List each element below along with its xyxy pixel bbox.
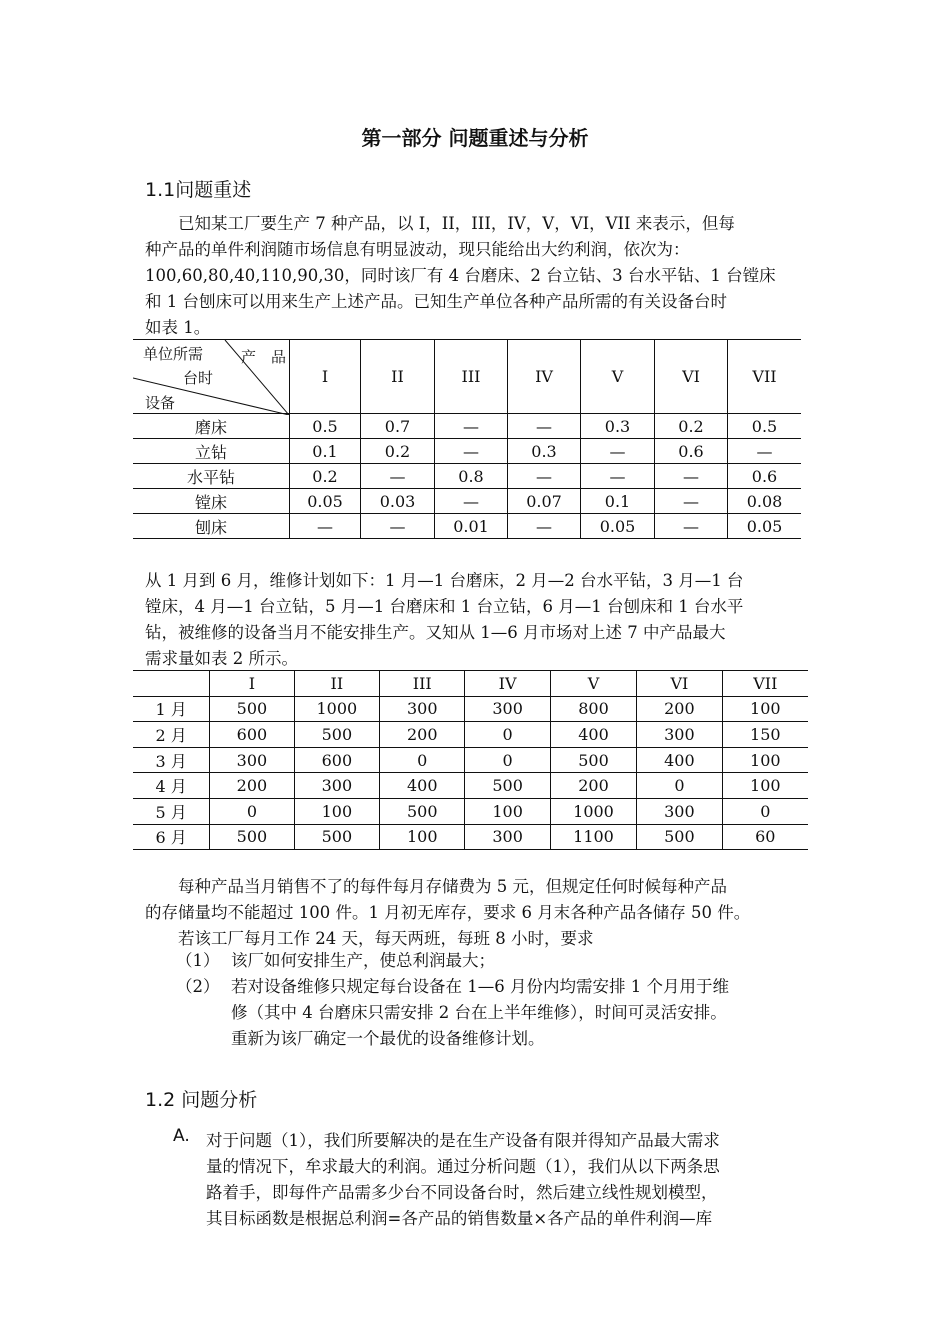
requirement-item [176,974,816,1052]
table1-row-label: 镗床 [133,489,290,514]
problem-statement-line: 如表 1。 [145,318,211,337]
table1-row-label: 立钻 [133,439,290,464]
problem-statement-line: 种产品的单件利润随市场信息有明显波动，现只能给出大约利润，依次为： [145,240,690,259]
table2-col-header: VII [722,671,808,697]
table1-col-header: VI [655,340,728,414]
table1-cell: — [361,514,435,539]
table2-cell: 300 [465,824,550,850]
problem-statement-line: 已知某工厂要生产 7 种产品，以 I，II，III，IV，V，VI，VII 来表示，但每 [145,214,735,233]
maintenance-plan-paragraph [145,568,815,672]
table1-row [133,514,801,539]
table1-cell: 0.07 [508,489,581,514]
maintenance-plan-line: 镗床，4 月—1 台立钻，5 月—1 台磨床和 1 台立钻，6 月—1 台刨床和 1 台水平 [145,597,744,616]
table2-row-label: 4 月 [133,773,210,799]
table2-header-row [133,671,808,697]
table2-cell: 100 [722,696,808,722]
requirement-line: 该厂如何安排生产，使总利润最大； [231,951,495,970]
requirement-number: （1） [176,951,220,970]
table2-cell: 500 [380,798,465,824]
table1-row-label: 磨床 [133,414,290,439]
table2-cell: 0 [465,747,550,773]
table1-cell: 0.05 [581,514,655,539]
table2-row [133,773,808,799]
table1-cell: — [655,514,728,539]
requirement-line: 若对设备维修只规定每台设备在 1—6 月份内均需安排 1 个月用于维 [231,977,729,996]
table2-cell: 500 [465,773,550,799]
table1-cell: 0.5 [728,414,802,439]
table1-cell: 0.1 [581,489,655,514]
table1-cell: 0.3 [581,414,655,439]
max-demand-table [133,670,808,850]
table2-cell: 1000 [294,696,379,722]
table1-cell: 0.5 [290,414,361,439]
equipment-hours-table [133,339,801,539]
requirement-number: （2） [176,977,220,996]
table1-col-header: VII [728,340,802,414]
table1-cell: 0.6 [728,464,802,489]
table2-col-header: IV [465,671,550,697]
analysis-line: 对于问题（1），我们所要解决的是在生产设备有限并得知产品最大需求 [206,1131,720,1150]
table2-cell: 100 [722,773,808,799]
table1-cell: 0.8 [435,464,508,489]
table2-cell: 500 [550,747,636,773]
table1-cell: 0.05 [728,514,802,539]
table2-col-header: V [550,671,636,697]
analysis-line: 量的情况下，牟求最大的利润。通过分析问题（1），我们从以下两条思 [206,1157,720,1176]
table1-cell: — [655,489,728,514]
page-title: 第一部分 问题重述与分析 [361,126,589,150]
table1-cell: — [435,439,508,464]
table2-row-label: 6 月 [133,824,210,850]
table2-cell: 800 [550,696,636,722]
table1-cell: 0.03 [361,489,435,514]
table2-cell: 400 [380,773,465,799]
analysis-line: 路着手，即每件产品需多少台不同设备台时，然后建立线性规划模型， [206,1183,718,1202]
corner-label-product: 产 品 [241,348,287,366]
table1-row-label: 水平钻 [133,464,290,489]
table1-cell: 0.01 [435,514,508,539]
corner-label-hours: 台时 [183,369,214,387]
table2-cell: 0 [637,773,722,799]
table2-row-label: 1 月 [133,696,210,722]
table1-cell: 0.05 [290,489,361,514]
table1-cell: — [290,514,361,539]
requirement-text [231,948,495,974]
table2-cell: 60 [722,824,808,850]
requirement-item [176,948,816,974]
storage-paragraph [145,874,815,952]
table1-cell: — [435,489,508,514]
table2-cell: 200 [210,773,294,799]
table1-col-header: V [581,340,655,414]
table1-corner-cell [133,340,290,414]
table2-cell: 200 [550,773,636,799]
table1-cell: — [655,464,728,489]
table2-cell: 400 [550,722,636,748]
table1-cell: 0.2 [655,414,728,439]
requirement-text [231,974,729,1052]
table2-cell: 100 [465,798,550,824]
table1-cell: 0.2 [361,439,435,464]
section-heading-1-2: 1.2 问题分析 [145,1089,258,1111]
table2-col-header: II [294,671,379,697]
maintenance-plan-line: 从 1 月到 6 月，维修计划如下：1 月—1 台磨床，2 月—2 台水平钻，3 月—1 台 [145,571,744,590]
requirement-line: 修（其中 4 台磨床只需安排 2 台在上半年维修），时间可灵活安排。 [231,1003,727,1022]
table2-cell: 1000 [550,798,636,824]
problem-statement-line: 100,60,80,40,110,90,30，同时该厂有 4 台磨床、2 台立钻、3 台水平钻、1 台镗床 [145,266,776,285]
table1-col-header: I [290,340,361,414]
section-heading-1-1: 1.1问题重述 [145,179,252,201]
table1-cell: 0.6 [655,439,728,464]
table2-cell: 500 [294,824,379,850]
storage-line: 若该工厂每月工作 24 天，每天两班，每班 8 小时，要求 [145,929,594,948]
table2-col-header: I [210,671,294,697]
table2-corner-cell [133,671,210,697]
requirement-line: 重新为该厂确定一个最优的设备维修计划。 [231,1029,545,1048]
table2-cell: 500 [637,824,722,850]
table2-row [133,747,808,773]
table2-cell: 600 [210,722,294,748]
table1-cell: 0.08 [728,489,802,514]
corner-label-equipment: 设备 [145,394,176,412]
table2-row [133,824,808,850]
table1-col-header: IV [508,340,581,414]
table2-cell: 0 [380,747,465,773]
table1-cell: — [361,464,435,489]
table1-row [133,414,801,439]
table1-cell: — [508,464,581,489]
table2-cell: 400 [637,747,722,773]
table2-cell: 100 [380,824,465,850]
table2-cell: 500 [210,824,294,850]
table1-col-header: II [361,340,435,414]
table1-cell: 0.3 [508,439,581,464]
table2-cell: 200 [380,722,465,748]
table2-cell: 300 [637,798,722,824]
table2-cell: 300 [465,696,550,722]
table1-col-header: III [435,340,508,414]
table1-cell: 0.1 [290,439,361,464]
table1-cell: — [508,414,581,439]
table1-row-label: 刨床 [133,514,290,539]
maintenance-plan-line: 钻，被维修的设备当月不能安排生产。又知从 1—6 月市场对上述 7 中产品最大 [145,623,726,642]
table2-cell: 0 [210,798,294,824]
table1-row [133,464,801,489]
table2-cell: 300 [294,773,379,799]
table2-cell: 200 [637,696,722,722]
table2-row [133,798,808,824]
storage-line: 的存储量均不能超过 100 件。1 月初无库存，要求 6 月末各种产品各储存 50 件。 [145,903,751,922]
table1-header-row [133,340,801,414]
table1-row [133,439,801,464]
table2-cell: 100 [294,798,379,824]
table2-cell: 300 [637,722,722,748]
table2-cell: 300 [380,696,465,722]
maintenance-plan-line: 需求量如表 2 所示。 [145,649,298,668]
table2-col-header: III [380,671,465,697]
table2-row-label: 2 月 [133,722,210,748]
table2-cell: 300 [210,747,294,773]
table1-cell: — [581,464,655,489]
storage-line: 每种产品当月销售不了的每件每月存储费为 5 元，但规定任何时候每种产品 [145,877,727,896]
table2-cell: 0 [722,798,808,824]
table2-cell: 100 [722,747,808,773]
table2-cell: 0 [465,722,550,748]
analysis-paragraph [206,1128,816,1232]
table1-cell: 0.7 [361,414,435,439]
table1-cell: — [581,439,655,464]
table2-col-header: VI [637,671,722,697]
table2-row-label: 5 月 [133,798,210,824]
problem-statement-line: 和 1 台刨床可以用来生产上述产品。已知生产单位各种产品所需的有关设备台时 [145,292,727,311]
table2-cell: 1100 [550,824,636,850]
table2-row-label: 3 月 [133,747,210,773]
table2-row [133,696,808,722]
corner-label-unit: 单位所需 [143,345,204,363]
table2-row [133,722,808,748]
table1-row [133,489,801,514]
requirements-list [176,948,816,1052]
analysis-line: 其目标函数是根据总利润=各产品的销售数量×各产品的单件利润—库 [206,1209,713,1228]
table2-cell: 600 [294,747,379,773]
table2-cell: 500 [210,696,294,722]
table2-cell: 500 [294,722,379,748]
problem-statement-paragraph [145,211,821,341]
table2-cell: 150 [722,722,808,748]
table1-cell: — [508,514,581,539]
list-marker-a: A. [173,1126,190,1146]
table1-cell: — [435,414,508,439]
table1-cell: — [728,439,802,464]
table1-cell: 0.2 [290,464,361,489]
